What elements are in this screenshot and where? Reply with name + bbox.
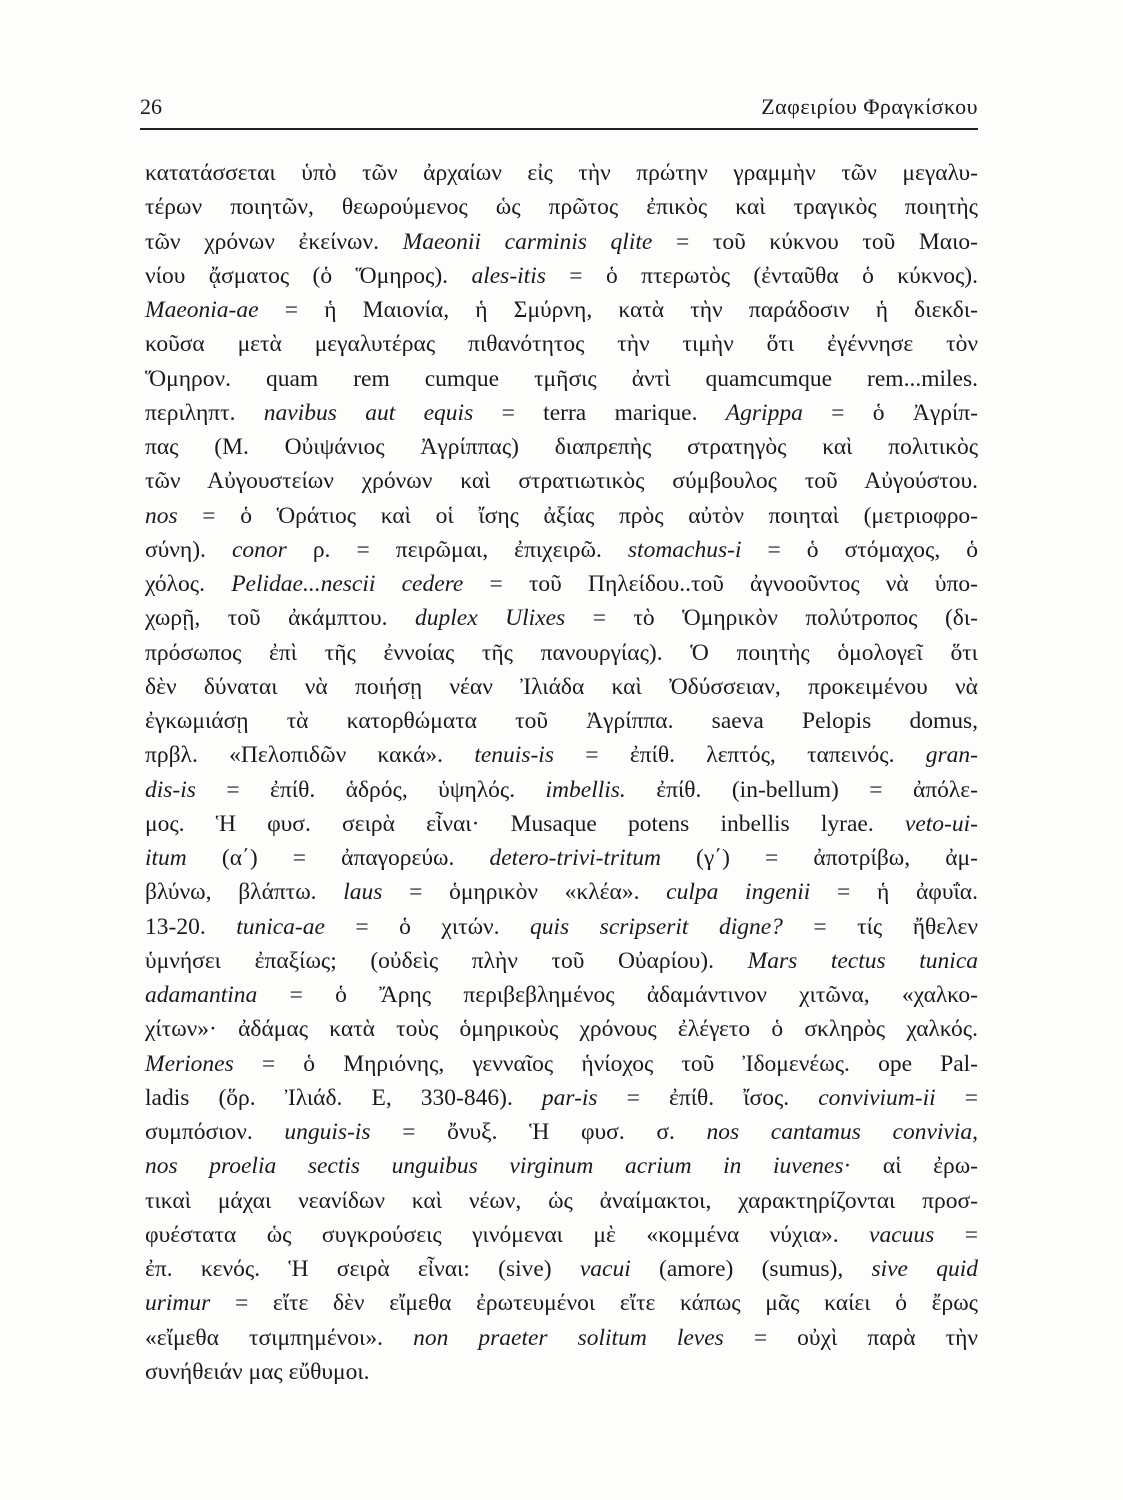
text-line (145, 1047, 978, 1081)
italic-term: sive quid (871, 1256, 978, 1282)
text-run: = ἐπίθ. ἴσος. (597, 1084, 819, 1111)
italic-term: nos proelia sectis unguibus virginum acrium in iuvenes (145, 1153, 844, 1180)
text-run: · αἱ ἐρω- (843, 1153, 978, 1180)
text-line (145, 190, 978, 224)
text-run: = τὸ Ὁμηρικὸν πολύτροπος (δι- (565, 605, 978, 632)
text-line (145, 225, 978, 259)
text-line (145, 1149, 978, 1183)
italic-term: Mars tectus tunica (747, 947, 979, 974)
text-run: περιληπτ. (145, 399, 264, 426)
text-line (145, 670, 978, 704)
text-run: = (935, 1084, 978, 1111)
text-line (145, 841, 978, 875)
italic-term: quis scripserit digne? (530, 913, 783, 940)
italic-term: stomachus-i (627, 536, 742, 563)
text-run: = terra marique. (473, 399, 726, 426)
text-run: σύνη). (145, 536, 232, 563)
text-line (145, 601, 978, 635)
text-line (145, 773, 978, 807)
text-run: ἐπ. κενός. Ἡ σειρὰ εἶναι: (sive) (145, 1256, 580, 1282)
text-run: συνήθειάν μας εὔθυμοι. (145, 1358, 370, 1385)
text-run: ρ. = πειρῶμαι, ἐπιχειρῶ. (286, 536, 628, 563)
italic-term: nos (145, 502, 178, 529)
text-run: πρόσωπος ἐπὶ τῆς ἐννοίας τῆς πανουργίας). Ὁ ποιητὴς ὁμολογεῖ ὅτι (145, 639, 978, 666)
text-line (145, 875, 978, 909)
italic-term: non praeter solitum leves (413, 1324, 724, 1351)
text-line (145, 1355, 978, 1389)
text-line (145, 430, 978, 464)
text-line (145, 738, 978, 772)
text-line (145, 1012, 978, 1046)
italic-term: convivium-ii (818, 1084, 936, 1111)
running-title: Ζαφειρίου Φραγκίσκου (761, 94, 978, 119)
italic-term: detero-trivi-tritum (489, 845, 661, 871)
text-line (145, 1115, 978, 1149)
text-run: συμπόσιον. (145, 1119, 285, 1145)
text-run: = ὁ Ὁράτιος καὶ οἱ ἴσης ἀξίας πρὸς αὐτὸν ποιηταὶ (μετριοφρο- (177, 502, 978, 529)
text-run: ἐπίθ. (in-bellum) = ἀπόλε- (625, 776, 978, 803)
text-run: χόλος. (145, 571, 232, 597)
text-line (145, 807, 978, 841)
italic-term: Meriones (145, 1050, 234, 1077)
text-run: πρβλ. «Πελοπιδῶν κακά». (145, 742, 475, 769)
italic-term: Maeonii carminis qlite (402, 228, 653, 255)
text-line (145, 259, 978, 293)
text-run: δὲν δύναται νὰ ποιήσῃ νέαν Ἰλιάδα καὶ Ὀδύσσειαν, προκειμένου νὰ (145, 673, 978, 700)
text-line (145, 1252, 978, 1286)
italic-term: gran- (925, 742, 978, 769)
text-line (145, 910, 978, 944)
text-line (145, 293, 978, 327)
text-run: κατατάσσεται ὑπὸ τῶν ἀρχαίων εἰς τὴν πρώτην γραμμὴν τῶν μεγαλυ- (145, 160, 978, 186)
text-run: (amore) (sumus), (630, 1256, 872, 1282)
text-run: 13-20. (145, 913, 237, 940)
text-run: = ἡ ἀφυΐα. (810, 879, 978, 906)
text-line (145, 533, 978, 567)
text-line (145, 327, 978, 361)
page-header (140, 94, 978, 124)
text-run: = οὐχὶ παρὰ τὴν (723, 1324, 978, 1351)
text-line (145, 1321, 978, 1355)
text-run: χίτων»· ἀδάμας κατὰ τοὺς ὁμηρικοὺς χρόνους ἐλέγετο ὁ σκληρὸς χαλκός. (145, 1016, 978, 1043)
text-line (145, 636, 978, 670)
italic-term: navibus aut equis (263, 399, 474, 426)
text-line (145, 1081, 978, 1115)
text-line (145, 396, 978, 430)
text-run: Ὅμηρον. quam rem cumque τμῆσις ἀντὶ quamcumque rem...miles. (145, 365, 978, 392)
italic-term: tenuis-is (474, 742, 554, 769)
text-line (145, 1218, 978, 1252)
text-line (145, 499, 978, 533)
text-line (145, 704, 978, 738)
italic-term: duplex Ulixes (415, 605, 566, 632)
text-line (145, 1286, 978, 1320)
italic-term: veto-ui- (904, 810, 978, 837)
text-line (145, 567, 978, 601)
italic-term: adamantina (145, 982, 258, 1008)
text-run: = τίς ἤθελεν (782, 913, 978, 940)
text-run: τικαὶ μάχαι νεανίδων καὶ νέων, ὡς ἀναίμακτοι, χαρακτηρίζονται προσ- (145, 1187, 978, 1214)
italic-term: unguis-is (284, 1119, 371, 1145)
text-line (145, 464, 978, 498)
text-run: = ὁ στόμαχος, ὁ (741, 536, 978, 563)
text-run: (α΄) = ἀπαγορεύω. (186, 845, 490, 871)
text-run: τῶν Αὐγουστείων χρόνων καὶ στρατιωτικὸς σύμβουλος τοῦ Αὐγούστου. (145, 468, 978, 495)
italic-term: laus (343, 879, 383, 906)
text-run: ἐγκωμιάσῃ τὰ κατορθώματα τοῦ Ἀγρίππα. saeva Pelopis domus, (145, 708, 978, 734)
italic-term: Agrippa (725, 399, 803, 426)
italic-term: nos cantamus convivia, (706, 1119, 978, 1145)
text-run: κοῦσα μετὰ μεγαλυτέρας πιθανότητος τὴν τιμὴν ὅτι ἐγέννησε τὸν (145, 331, 978, 358)
text-run: = ὁ Μηριόνης, γενναῖος ἡνίοχος τοῦ Ἰδομενέως. ope Pal- (233, 1050, 978, 1077)
italic-term: conor (231, 536, 287, 563)
text-run: = ὁ πτερωτὸς (ἐνταῦθα ὁ κύκνος). (545, 262, 978, 289)
text-line (145, 1184, 978, 1218)
text-run: = ἐπίθ. ἁδρός, ὑψηλός. (195, 776, 546, 803)
text-run: ὑμνήσει ἐπαξίως; (οὐδεὶς πλὴν τοῦ Οὐαρίου). (145, 947, 748, 974)
text-run: = τοῦ κύκνου τοῦ Μαιο- (652, 228, 978, 255)
text-run: = ὁμηρικὸν «κλέα». (382, 879, 667, 906)
text-run: μος. Ἡ φυσ. σειρὰ εἶναι· Musaque potens inbellis lyrae. (145, 810, 905, 837)
text-run: τέρων ποιητῶν, θεωρούμενος ὡς πρῶτος ἐπικὸς καὶ τραγικὸς ποιητὴς (145, 194, 978, 221)
italic-term: itum (145, 845, 187, 871)
text-line (145, 156, 978, 190)
italic-term: urimur (145, 1290, 211, 1317)
text-run: νίου ᾄσματος (ὁ Ὅμηρος). (145, 262, 472, 289)
italic-term: tunica-ae (236, 913, 325, 940)
text-run: = ὁ Ἀγρίπ- (802, 399, 978, 426)
text-run: = ὁ Ἄρης περιβεβλημένος ἀδαμάντινον χιτῶνα, «χαλκο- (257, 982, 978, 1008)
text-run: (γ΄) = ἀποτρίβω, ἀμ- (660, 845, 978, 871)
text-run: = ὁ χιτών. (324, 913, 531, 940)
text-line (145, 944, 978, 978)
body-text (145, 156, 978, 1389)
text-line (145, 362, 978, 396)
italic-term: par-is (541, 1084, 598, 1111)
text-run: = (934, 1221, 978, 1248)
text-run: = εἴτε δὲν εἴμεθα ἐρωτευμένοι εἴτε κάπως μᾶς καίει ὁ ἔρως (210, 1290, 978, 1317)
text-run: = ὄνυξ. Ἡ φυσ. σ. (370, 1119, 707, 1145)
italic-term: Maeonia-ae (145, 297, 259, 323)
italic-term: ales-itis (471, 262, 546, 289)
text-run: βλύνω, βλάπτω. (145, 879, 344, 906)
text-run: = ἡ Μαιονία, ἡ Σμύρνη, κατὰ τὴν παράδοσιν ἡ διεκδι- (258, 297, 978, 323)
text-run: ladis (ὅρ. Ἰλιάδ. Ε, 330-846). (145, 1084, 542, 1111)
text-run: = ἐπίθ. λεπτός, ταπεινός. (553, 742, 926, 769)
italic-term: culpa ingenii (666, 879, 811, 906)
text-run: χωρῇ, τοῦ ἀκάμπτου. (145, 605, 416, 632)
text-run: «εἴμεθα τσιμπημένοι». (145, 1324, 414, 1351)
italic-term: vacuus (869, 1221, 935, 1248)
page-number: 26 (140, 94, 162, 119)
italic-term: imbellis. (545, 776, 626, 803)
italic-term: dis-is (145, 776, 196, 803)
text-line (145, 978, 978, 1012)
header-rule (140, 128, 978, 130)
italic-term: vacui (579, 1256, 631, 1282)
text-run: πας (Μ. Οὐιψάνιος Ἀγρίππας) διαπρεπὴς στρατηγὸς καὶ πολιτικὸς (145, 434, 978, 460)
italic-term: Pelidae...nescii cedere (231, 571, 464, 597)
text-run: φυέστατα ὡς συγκρούσεις γινόμεναι μὲ «κομμένα νύχια». (145, 1221, 870, 1248)
text-run: τῶν χρόνων ἐκείνων. (145, 228, 403, 255)
text-run: = τοῦ Πηλείδου..τοῦ ἀγνοοῦντος νὰ ὑπο- (463, 571, 979, 597)
